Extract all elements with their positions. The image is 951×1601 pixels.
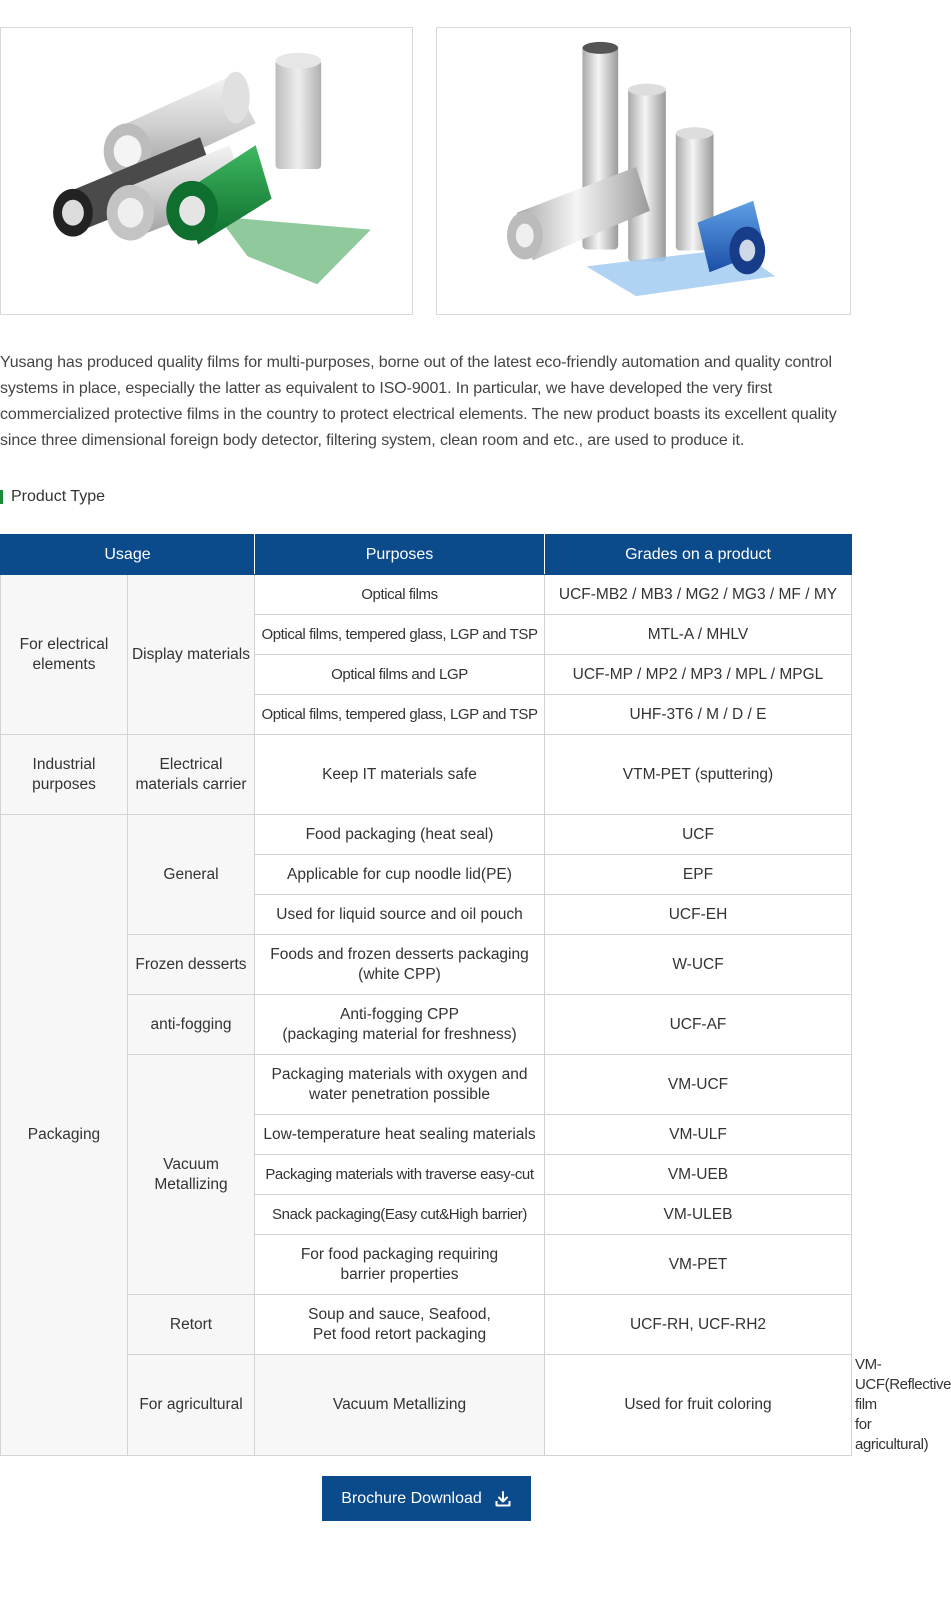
purpose-cell: Optical films, tempered glass, LGP and TSP bbox=[255, 695, 545, 735]
section-title-bar bbox=[0, 490, 3, 504]
usage-subcategory: Vacuum Metallizing bbox=[255, 1355, 545, 1456]
table-row bbox=[1, 935, 852, 995]
purpose-cell bbox=[255, 1235, 545, 1295]
product-image-left bbox=[0, 27, 413, 315]
purpose-line: Pet food retort packaging bbox=[312, 1325, 487, 1343]
product-image-right bbox=[436, 27, 851, 315]
section-title-product-type bbox=[0, 487, 105, 507]
purpose-cell: Used for liquid source and oil pouch bbox=[255, 895, 545, 935]
purpose-cell: Applicable for cup noodle lid(PE) bbox=[255, 855, 545, 895]
purpose-cell: Packaging materials with traverse easy-cut bbox=[255, 1155, 545, 1195]
section-title-label: Product Type bbox=[11, 488, 105, 505]
usage-subcategory: General bbox=[128, 815, 255, 935]
table-row bbox=[1, 815, 852, 855]
grade-cell: VM-UCF bbox=[545, 1055, 852, 1115]
table-row bbox=[1, 575, 852, 615]
brochure-download-label: Brochure Download bbox=[341, 1489, 482, 1507]
purpose-cell: Optical films bbox=[255, 575, 545, 615]
table-header-row bbox=[1, 535, 852, 575]
purpose-line: Packaging materials with oxygen and bbox=[271, 1065, 528, 1083]
usage-subcategory: Vacuum Metallizing bbox=[128, 1055, 255, 1295]
purpose-line: (packaging material for freshness) bbox=[282, 1025, 517, 1043]
purpose-cell: Snack packaging(Easy cut&High barrier) bbox=[255, 1195, 545, 1235]
purpose-line: Anti-fogging CPP bbox=[340, 1005, 459, 1023]
purpose-cell: Food packaging (heat seal) bbox=[255, 815, 545, 855]
purpose-cell: Optical films, tempered glass, LGP and TSP bbox=[255, 615, 545, 655]
grade-cell: UCF bbox=[545, 815, 852, 855]
grade-cell: VTM-PET (sputtering) bbox=[545, 735, 852, 815]
purpose-line: barrier properties bbox=[340, 1265, 459, 1283]
purpose-cell bbox=[255, 935, 545, 995]
purpose-cell bbox=[255, 995, 545, 1055]
table-row: For agricultural Vacuum Metallizing Used for fruit coloring VM-UCF(Reflective film for agricultural) bbox=[1, 1355, 852, 1456]
purpose-cell: Keep IT materials safe bbox=[255, 735, 545, 815]
usage-subcategory: Electrical materials carrier bbox=[128, 735, 255, 815]
usage-subcategory: anti-fogging bbox=[128, 995, 255, 1055]
usage-category: For electrical elements bbox=[1, 575, 128, 735]
grade-cell: MTL-A / MHLV bbox=[545, 615, 852, 655]
purpose-cell: Used for fruit coloring bbox=[545, 1355, 852, 1456]
purpose-cell bbox=[255, 1295, 545, 1355]
usage-category: For agricultural bbox=[128, 1355, 255, 1456]
product-type-table bbox=[0, 534, 951, 1456]
grade-cell: UCF-MB2 / MB3 / MG2 / MG3 / MF / MY bbox=[545, 575, 852, 615]
table-row bbox=[1, 995, 852, 1055]
table-row bbox=[1, 735, 852, 815]
usage-subcategory: Retort bbox=[128, 1295, 255, 1355]
purpose-line: Soup and sauce, Seafood, bbox=[308, 1305, 491, 1323]
grade-cell: W-UCF bbox=[545, 935, 852, 995]
purpose-line: For food packaging requiring bbox=[300, 1245, 499, 1263]
download-icon bbox=[494, 1490, 512, 1508]
header-usage: Usage bbox=[1, 535, 255, 575]
grade-cell: VM-ULF bbox=[545, 1115, 852, 1155]
header-purposes: Purposes bbox=[255, 535, 545, 575]
grade-cell: UCF-MP / MP2 / MP3 / MPL / MPGL bbox=[545, 655, 852, 695]
grade-cell: UHF-3T6 / M / D / E bbox=[545, 695, 852, 735]
usage-category: Industrial purposes bbox=[1, 735, 128, 815]
header-grades: Grades on a product bbox=[545, 535, 852, 575]
grade-cell: UCF-AF bbox=[545, 995, 852, 1055]
usage-subcategory: Display materials bbox=[128, 575, 255, 735]
grade-cell: VM-UEB bbox=[545, 1155, 852, 1195]
usage-subcategory: Frozen desserts bbox=[128, 935, 255, 995]
grade-cell: EPF bbox=[545, 855, 852, 895]
grade-cell: VM-PET bbox=[545, 1235, 852, 1295]
purpose-line: water penetration possible bbox=[309, 1085, 490, 1103]
brochure-download-button[interactable] bbox=[322, 1476, 531, 1521]
intro-paragraph: Yusang has produced quality films for multi-purposes, borne out of the latest eco-friendly automation and quality control systems in place, especially the latter as equivalent to ISO-9001. In particular, we have developed the very first commercialized protective films in the country to protect electrical elements. The new product boasts its excellent quality since three dimensional foreign body detector, filtering system, clean room and etc., are used to produce it. bbox=[0, 354, 837, 449]
table-row bbox=[1, 1055, 852, 1115]
product-images bbox=[0, 27, 851, 317]
grade-cell: VM-ULEB bbox=[545, 1195, 852, 1235]
purpose-cell: Optical films and LGP bbox=[255, 655, 545, 695]
purpose-line: (white CPP) bbox=[358, 965, 441, 983]
table-row bbox=[1, 1295, 852, 1355]
purpose-cell bbox=[255, 1055, 545, 1115]
purpose-line: Foods and frozen desserts packaging bbox=[270, 945, 529, 963]
usage-category: Packaging bbox=[1, 815, 128, 1456]
grade-cell: UCF-EH bbox=[545, 895, 852, 935]
grade-cell: UCF-RH, UCF-RH2 bbox=[545, 1295, 852, 1355]
purpose-cell: Low-temperature heat sealing materials bbox=[255, 1115, 545, 1155]
